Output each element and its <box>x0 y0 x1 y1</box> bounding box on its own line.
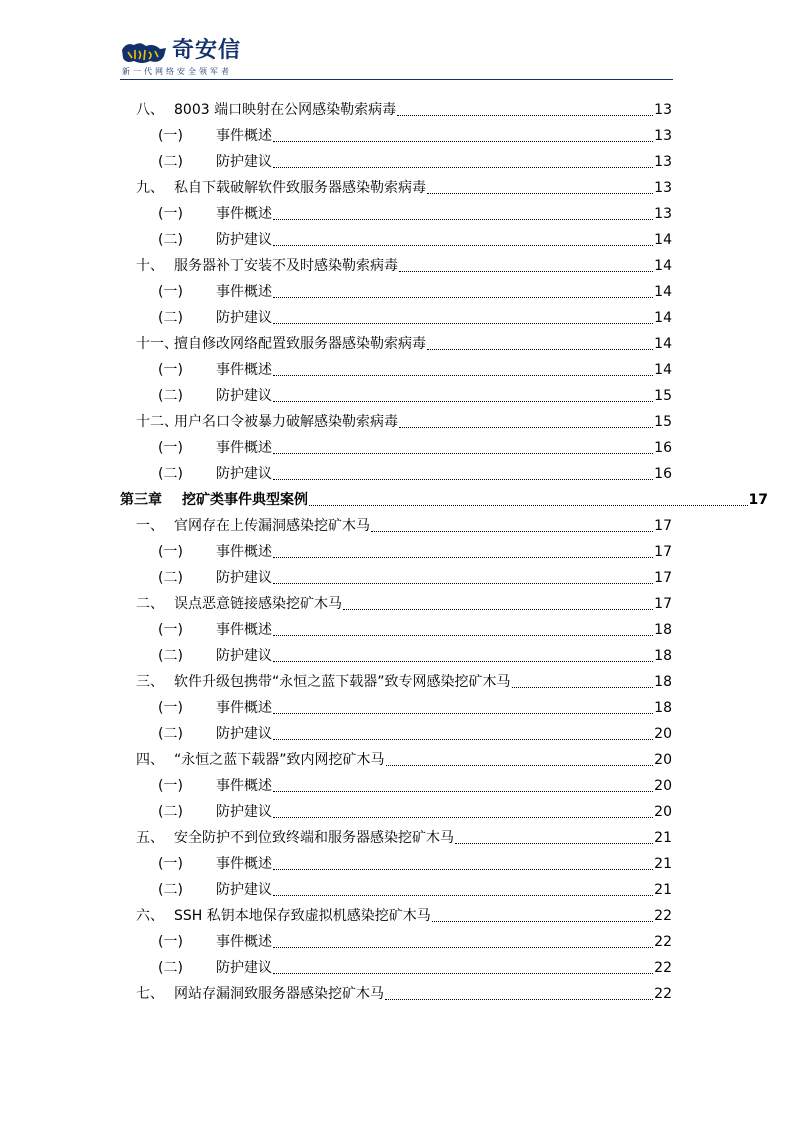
toc-entry-title: 服务器补丁安装不及时感染勒索病毒 <box>174 258 398 274</box>
toc-entry-number: (一) <box>158 622 183 638</box>
toc-subsection-entry[interactable] <box>158 357 672 383</box>
toc-dot-leader <box>397 114 653 116</box>
toc-dot-leader <box>399 426 653 428</box>
toc-section-entry[interactable] <box>136 175 672 201</box>
brand-slogan: 新一代网络安全领军者 <box>122 67 232 76</box>
toc-page-number: 13 <box>654 102 672 118</box>
toc-entry-number: 一、 <box>136 518 164 534</box>
toc-page-number: 13 <box>654 180 672 196</box>
toc-dot-leader <box>273 452 653 454</box>
toc-entry-title: 安全防护不到位致终端和服务器感染挖矿木马 <box>174 830 454 846</box>
toc-dot-leader <box>273 582 653 584</box>
toc-entry-title: 事件概述 <box>216 856 272 872</box>
toc-dot-leader <box>309 504 748 506</box>
toc-entry-number: 十一、 <box>136 336 178 352</box>
toc-entry-title: 防护建议 <box>216 570 272 586</box>
toc-dot-leader <box>343 608 653 610</box>
toc-subsection-entry[interactable] <box>158 539 672 565</box>
toc-dot-leader <box>273 322 653 324</box>
toc-dot-leader <box>427 348 653 350</box>
toc-dot-leader <box>273 894 653 896</box>
toc-entry-title: 事件概述 <box>216 362 272 378</box>
toc-entry-title: 事件概述 <box>216 544 272 560</box>
toc-dot-leader <box>432 920 653 922</box>
toc-page-number: 13 <box>654 128 672 144</box>
toc-entry-number: (二) <box>158 648 183 664</box>
toc-entry-number: (二) <box>158 804 183 820</box>
toc-entry-number: (二) <box>158 882 183 898</box>
toc-page-number: 20 <box>654 752 672 768</box>
toc-entry-title: 事件概述 <box>216 700 272 716</box>
toc-subsection-entry[interactable] <box>158 617 672 643</box>
toc-entry-title: 事件概述 <box>216 206 272 222</box>
toc-dot-leader <box>512 686 654 688</box>
toc-subsection-entry[interactable] <box>158 201 672 227</box>
toc-page-number: 16 <box>654 466 672 482</box>
toc-dot-leader <box>273 218 653 220</box>
toc-entry-number: 八、 <box>136 102 164 118</box>
toc-entry-title: 防护建议 <box>216 648 272 664</box>
toc-entry-title: 事件概述 <box>216 284 272 300</box>
toc-entry-number: 十二、 <box>136 414 178 430</box>
toc-entry-title: SSH 私钥本地保存致虚拟机感染挖矿木马 <box>174 908 431 924</box>
toc-page-number: 17 <box>654 518 672 534</box>
toc-entry-title: 私自下载破解软件致服务器感染勒索病毒 <box>174 180 426 196</box>
toc-page-number: 18 <box>654 648 672 664</box>
toc-page-number: 17 <box>654 596 672 612</box>
toc-page-number: 22 <box>654 986 672 1002</box>
toc-page-number: 13 <box>654 154 672 170</box>
toc-entry-title: 8003 端口映射在公网感染勒索病毒 <box>174 102 397 118</box>
toc-page-number: 16 <box>654 440 672 456</box>
toc-entry-title: 事件概述 <box>216 778 272 794</box>
toc-entry-title: 防护建议 <box>216 232 272 248</box>
page-header <box>120 34 673 80</box>
toc-dot-leader <box>371 530 653 532</box>
toc-subsection-entry[interactable] <box>158 851 672 877</box>
toc-entry-number: (二) <box>158 570 183 586</box>
toc-entry-number: (二) <box>158 310 183 326</box>
toc-page-number: 18 <box>654 700 672 716</box>
toc-dot-leader <box>385 998 653 1000</box>
toc-subsection-entry[interactable] <box>158 643 672 669</box>
toc-page-number: 14 <box>654 232 672 248</box>
toc-page-number: 17 <box>654 544 672 560</box>
toc-entry-number: (二) <box>158 466 183 482</box>
toc-entry-title: 防护建议 <box>216 882 272 898</box>
toc-entry-title: 事件概述 <box>216 622 272 638</box>
toc-dot-leader <box>273 946 653 948</box>
toc-dot-leader <box>273 166 653 168</box>
toc-section-entry[interactable] <box>136 669 672 695</box>
toc-subsection-entry[interactable] <box>158 565 672 591</box>
toc-section-entry[interactable] <box>136 409 672 435</box>
toc-section-entry[interactable] <box>136 981 672 1007</box>
toc-chapter-entry[interactable] <box>120 487 768 513</box>
brand-logo-icon <box>120 40 168 66</box>
toc-section-entry[interactable] <box>136 97 672 123</box>
toc-dot-leader <box>399 270 653 272</box>
toc-entry-number: (一) <box>158 700 183 716</box>
toc-page-number: 14 <box>654 284 672 300</box>
toc-page-number: 22 <box>654 908 672 924</box>
toc-page-number: 21 <box>654 882 672 898</box>
toc-entry-title: 擅自修改网络配置致服务器感染勒索病毒 <box>174 336 426 352</box>
toc-dot-leader <box>273 868 653 870</box>
toc-page-number: 15 <box>654 388 672 404</box>
header-divider <box>120 79 673 80</box>
toc-entry-number: 四、 <box>136 752 164 768</box>
toc-entry-number: 五、 <box>136 830 164 846</box>
toc-page-number: 17 <box>654 570 672 586</box>
toc-entry-number: 第三章 <box>120 492 162 508</box>
toc-dot-leader <box>273 400 653 402</box>
toc-entry-number: (二) <box>158 154 183 170</box>
toc-subsection-entry[interactable] <box>158 435 672 461</box>
toc-dot-leader <box>273 556 653 558</box>
toc-entry-title: 防护建议 <box>216 466 272 482</box>
toc-section-entry[interactable] <box>136 591 672 617</box>
toc-subsection-entry[interactable] <box>158 929 672 955</box>
toc-page-number: 18 <box>654 622 672 638</box>
toc-section-entry[interactable] <box>136 253 672 279</box>
toc-page-number: 20 <box>654 804 672 820</box>
toc-section-entry[interactable] <box>136 331 672 357</box>
toc-page-number: 22 <box>654 934 672 950</box>
toc-subsection-entry[interactable] <box>158 123 672 149</box>
toc-dot-leader <box>273 816 653 818</box>
toc-dot-leader <box>273 374 653 376</box>
toc-entry-number: (一) <box>158 128 183 144</box>
toc-entry-title: 防护建议 <box>216 388 272 404</box>
toc-subsection-entry[interactable] <box>158 695 672 721</box>
toc-subsection-entry[interactable] <box>158 149 672 175</box>
toc-entry-title: 事件概述 <box>216 440 272 456</box>
toc-entry-number: (二) <box>158 388 183 404</box>
toc-entry-number: (一) <box>158 206 183 222</box>
toc-section-entry[interactable] <box>136 825 672 851</box>
toc-dot-leader <box>273 244 653 246</box>
toc-dot-leader <box>455 842 653 844</box>
toc-dot-leader <box>273 634 653 636</box>
toc-dot-leader <box>273 660 653 662</box>
toc-entry-title: 事件概述 <box>216 128 272 144</box>
toc-dot-leader <box>273 972 653 974</box>
toc-entry-title: 防护建议 <box>216 154 272 170</box>
toc-subsection-entry[interactable] <box>158 773 672 799</box>
toc-entry-number: (一) <box>158 544 183 560</box>
toc-page-number: 15 <box>654 414 672 430</box>
toc-subsection-entry[interactable] <box>158 799 672 825</box>
toc-dot-leader <box>273 478 653 480</box>
toc-page-number: 20 <box>654 726 672 742</box>
toc-entry-title: 防护建议 <box>216 726 272 742</box>
toc-entry-title: “永恒之蓝下载器”致内网挖矿木马 <box>174 752 385 768</box>
toc-subsection-entry[interactable] <box>158 877 672 903</box>
toc-entry-number: (一) <box>158 856 183 872</box>
toc-entry-number: (一) <box>158 440 183 456</box>
toc-entry-title: 防护建议 <box>216 804 272 820</box>
toc-section-entry[interactable] <box>136 903 672 929</box>
toc-dot-leader <box>427 192 653 194</box>
toc-section-entry[interactable] <box>136 513 672 539</box>
toc-entry-title: 误点恶意链接感染挖矿木马 <box>174 596 342 612</box>
toc-dot-leader <box>273 296 653 298</box>
toc-entry-number: (二) <box>158 960 183 976</box>
toc-subsection-entry[interactable] <box>158 227 672 253</box>
toc-page-number: 18 <box>654 674 672 690</box>
toc-subsection-entry[interactable] <box>158 279 672 305</box>
toc-entry-number: (一) <box>158 778 183 794</box>
toc-entry-number: (二) <box>158 726 183 742</box>
toc-entry-title: 防护建议 <box>216 960 272 976</box>
toc-page-number: 14 <box>654 310 672 326</box>
toc-entry-number: (一) <box>158 362 183 378</box>
toc-dot-leader <box>273 738 653 740</box>
brand-name: 奇安信 <box>172 38 242 63</box>
toc-page-number: 14 <box>654 362 672 378</box>
toc-entry-title: 事件概述 <box>216 934 272 950</box>
toc-entry-number: 七、 <box>136 986 164 1002</box>
toc-page-number: 21 <box>654 830 672 846</box>
toc-subsection-entry[interactable] <box>158 305 672 331</box>
toc-dot-leader <box>273 712 653 714</box>
toc-entry-number: 九、 <box>136 180 164 196</box>
toc-entry-title: 软件升级包携带“永恒之蓝下载器”致专网感染挖矿木马 <box>174 674 511 690</box>
toc-entry-title: 官网存在上传漏洞感染挖矿木马 <box>174 518 370 534</box>
toc-section-entry[interactable] <box>136 747 672 773</box>
toc-subsection-entry[interactable] <box>158 721 672 747</box>
toc-entry-title: 用户名口令被暴力破解感染勒索病毒 <box>174 414 398 430</box>
toc-entry-number: 十、 <box>136 258 164 274</box>
toc-entry-title: 挖矿类事件典型案例 <box>182 492 308 508</box>
toc-page-number: 20 <box>654 778 672 794</box>
toc-entry-number: 六、 <box>136 908 164 924</box>
toc-dot-leader <box>273 790 653 792</box>
toc-entry-number: (二) <box>158 232 183 248</box>
toc-entry-number: 三、 <box>136 674 164 690</box>
toc-subsection-entry[interactable] <box>158 383 672 409</box>
toc-entry-number: (一) <box>158 284 183 300</box>
toc-entry-number: (一) <box>158 934 183 950</box>
toc-page-number: 13 <box>654 206 672 222</box>
toc-dot-leader <box>386 764 654 766</box>
toc-page-number: 14 <box>654 258 672 274</box>
toc-dot-leader <box>273 140 653 142</box>
toc-page-number: 22 <box>654 960 672 976</box>
toc-subsection-entry[interactable] <box>158 955 672 981</box>
toc-page-number: 17 <box>748 492 768 508</box>
toc-page-number: 14 <box>654 336 672 352</box>
toc-entry-title: 防护建议 <box>216 310 272 326</box>
toc-entry-number: 二、 <box>136 596 164 612</box>
toc-entry-title: 网站存漏洞致服务器感染挖矿木马 <box>174 986 384 1002</box>
toc-subsection-entry[interactable] <box>158 461 672 487</box>
toc-page-number: 21 <box>654 856 672 872</box>
